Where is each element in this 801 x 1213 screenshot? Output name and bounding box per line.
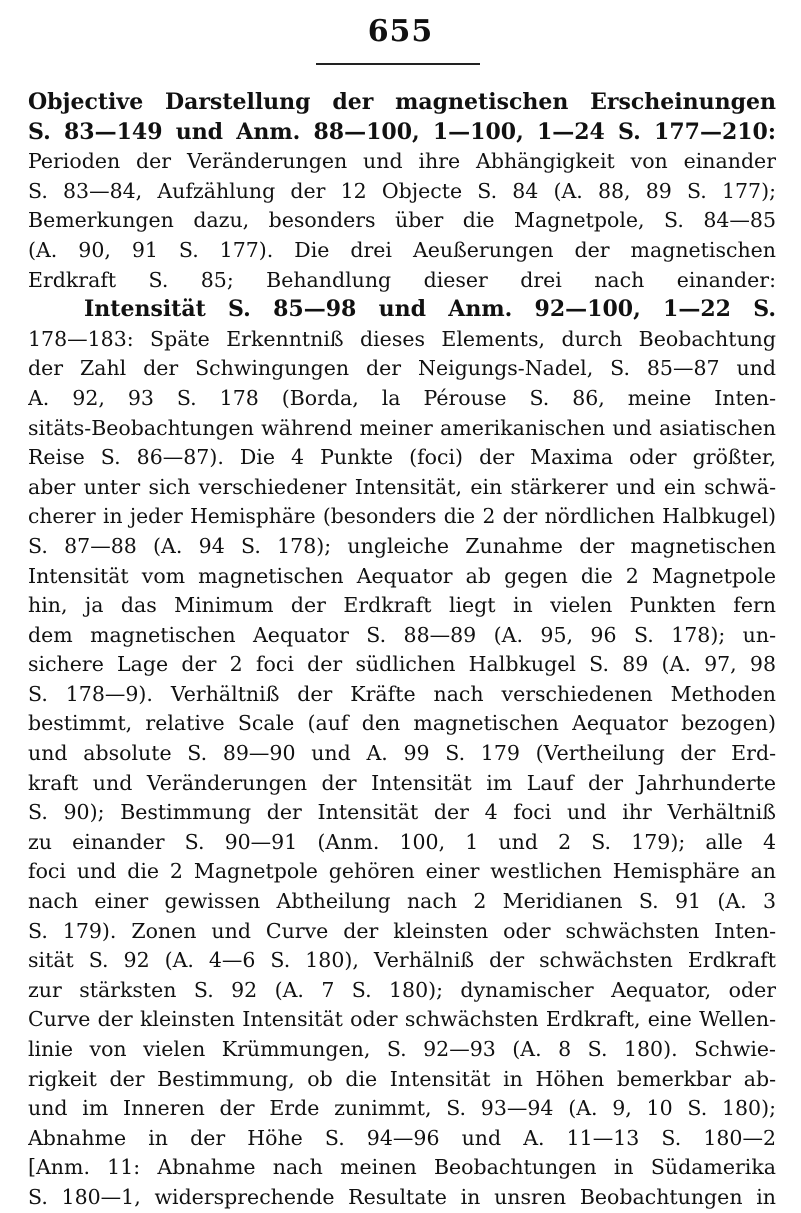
text-line: Objective Darstellung der magnetischen Erscheinungen — [28, 89, 776, 115]
text-line: sitäts-Beobachtungen während meiner amerikanischen und asiatischen — [28, 415, 776, 440]
text-line: sität S. 92 (A. 4—6 S. 180), Verhälniß der schwächsten Erdkraft — [28, 948, 776, 973]
text-line: rigkeit der Bestimmung, ob die Intensität in Höhen bemerkbar ab- — [28, 1066, 776, 1091]
text-line: (A. 90, 91 S. 177). Die drei Aeußerungen der magnetischen — [28, 237, 776, 262]
text-line: zur stärksten S. 92 (A. 7 S. 180); dynamischer Aequator, oder — [28, 977, 776, 1002]
text-line: bestimmt, relative Scale (auf den magnetischen Aequator bezogen) — [28, 711, 776, 736]
text-line: hin, ja das Minimum der Erdkraft liegt in vielen Punkten fern — [28, 593, 776, 618]
text-line: S. 180—1, widersprechende Resultate in unsren Beobachtungen in — [28, 1184, 776, 1209]
header-rule — [316, 63, 480, 65]
text-line: kraft und Veränderungen der Intensität im Lauf der Jahrhunderte — [28, 770, 776, 795]
text-line: S. 179). Zonen und Curve der kleinsten oder schwächsten Inten- — [28, 918, 776, 943]
text-line: zu einander S. 90—91 (Anm. 100, 1 und 2 S. 179); alle 4 — [28, 829, 776, 854]
text-line: S. 83—84, Aufzählung der 12 Objecte S. 84 (A. 88, 89 S. 177); — [28, 178, 776, 203]
text-line: Intensität vom magnetischen Aequator ab gegen die 2 Magnetpole — [28, 563, 776, 588]
text-line: foci und die 2 Magnetpole gehören einer westlichen Hemisphäre an — [28, 859, 776, 884]
text-line: cherer in jeder Hemisphäre (besonders die 2 der nördlichen Halbkugel) — [28, 504, 776, 529]
text-line: aber unter sich verschiedener Intensität, ein stärkerer und ein schwä- — [28, 474, 776, 499]
text-line: Perioden der Veränderungen und ihre Abhängigkeit von einander — [28, 149, 776, 174]
text-line: Intensität S. 85—98 und Anm. 92—100, 1—22 S. — [84, 296, 776, 323]
text-line: Erdkraft S. 85; Behandlung dieser drei nach einander: — [28, 267, 776, 292]
text-line: nach einer gewissen Abtheilung nach 2 Meridianen S. 91 (A. 3 — [28, 889, 776, 914]
text-line: dem magnetischen Aequator S. 88—89 (A. 95, 96 S. 178); un- — [28, 622, 776, 647]
text-line: S. 87—88 (A. 94 S. 178); ungleiche Zunahme der magnetischen — [28, 533, 776, 558]
body-text — [28, 88, 776, 1213]
text-line: sichere Lage der 2 foci der südlichen Halbkugel S. 89 (A. 97, 98 — [28, 652, 776, 677]
text-line: Bemerkungen dazu, besonders über die Magnetpole, S. 84—85 — [28, 208, 776, 233]
text-line: der Zahl der Schwingungen der Neigungs-Nadel, S. 85—87 und — [28, 356, 776, 381]
text-line: S. 178—9). Verhältniß der Kräfte nach verschiedenen Methoden — [28, 681, 776, 706]
text-line: A. 92, 93 S. 178 (Borda, la Pérouse S. 86, meine Inten- — [28, 385, 776, 410]
text-line: [Anm. 11: Abnahme nach meinen Beobachtungen in Südamerika — [28, 1155, 776, 1180]
text-line: S. 90); Bestimmung der Intensität der 4 foci und ihr Verhältniß — [28, 800, 776, 825]
text-line: und absolute S. 89—90 und A. 99 S. 179 (Vertheilung der Erd- — [28, 741, 776, 766]
text-line: linie von vielen Krümmungen, S. 92—93 (A. 8 S. 180). Schwie- — [28, 1037, 776, 1061]
text-line: Abnahme in der Höhe S. 94—96 und A. 11—13 S. 180—2 — [28, 1125, 776, 1150]
page-number: 655 — [367, 14, 434, 49]
text-line: Reise S. 86—87). Die 4 Punkte (foci) der Maxima oder größter, — [28, 445, 776, 470]
text-line: 178—183: Späte Erkenntniß dieses Elements, durch Beobachtung — [28, 326, 776, 351]
text-line: S. 83—149 und Anm. 88—100, 1—100, 1—24 S. 177—210: — [28, 118, 776, 145]
text-line: und im Inneren der Erde zunimmt, S. 93—94 (A. 9, 10 S. 180); — [28, 1096, 776, 1121]
text-line: Curve der kleinsten Intensität oder schwächsten Erdkraft, eine Wellen- — [28, 1007, 776, 1032]
